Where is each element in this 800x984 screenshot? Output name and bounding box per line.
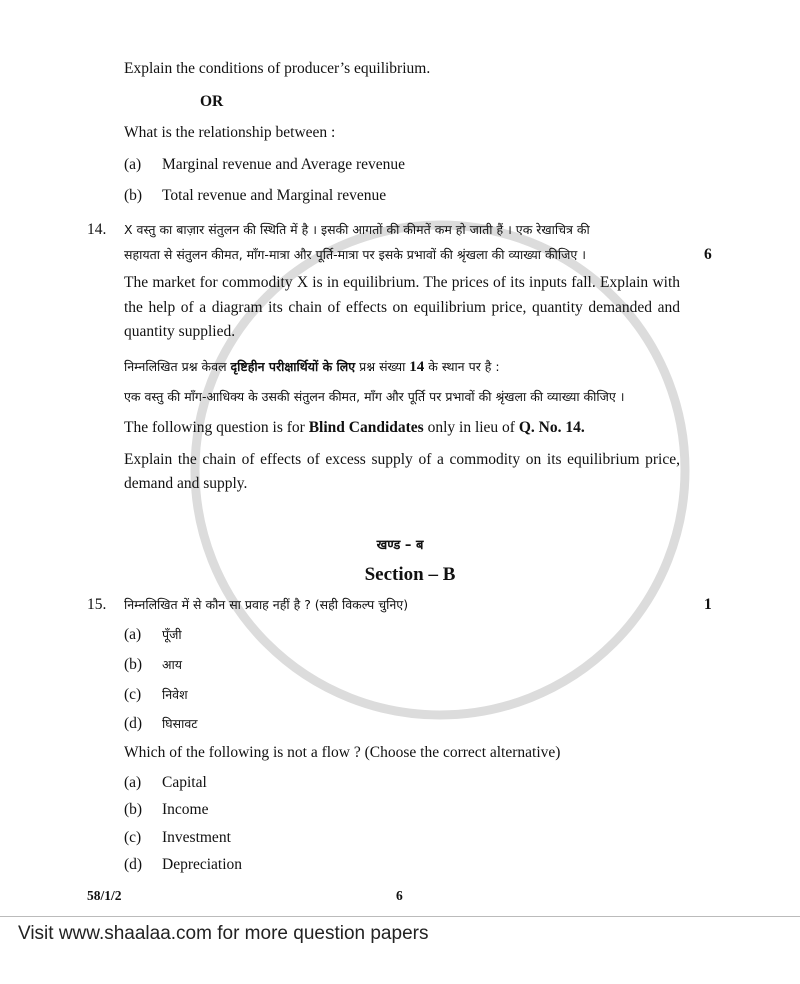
q14-hindi-line-row [124, 242, 712, 267]
option-label: (d) [124, 714, 143, 732]
q13-line: Explain the conditions of producer’s equilibrium. [124, 60, 431, 77]
text: प्रश्न संख्या [355, 358, 410, 374]
option-text: निवेश [162, 686, 188, 702]
section-heading: Section – B [364, 563, 456, 585]
text: निम्नलिखित प्रश्न केवल [124, 358, 231, 374]
option-label: (b) [124, 655, 143, 673]
option-text: Income [162, 800, 209, 818]
marks: 1 [704, 595, 712, 613]
option-text: Depreciation [162, 855, 243, 873]
section-heading-hindi: खण्ड – ब [376, 537, 424, 553]
option-label: (a) [124, 773, 142, 791]
option-text: Investment [162, 828, 231, 846]
option [124, 685, 680, 705]
footer-banner[interactable]: Visit www.shaalaa.com for more question papers [18, 922, 429, 944]
q14-hindi [87, 217, 712, 267]
q13-or-question: What is the relationship between : [124, 124, 336, 141]
text-bold: 14 [409, 358, 425, 375]
q14-english: The market for commodity X is in equilibrium. The prices of its inputs fall. Explain with the help of a diagram its chain of effects on equilibrium price, quantity demanded and quantity supplied. [124, 274, 680, 340]
option-text: पूँजी [162, 626, 182, 642]
text: The following question is for [124, 418, 309, 436]
option [124, 773, 680, 793]
text-bold: Q. No. 14. [518, 418, 585, 436]
option [124, 800, 680, 820]
q15-english: Which of the following is not a flow ? (Choose the correct alternative) [124, 743, 561, 761]
q14-hindi-line: X वस्तु का बाज़ार संतुलन की स्थिति में है । इसकी आगतों की कीमतें कम हो जाती हैं । एक रेखाचित्र की [124, 222, 590, 237]
option-text: Total revenue and Marginal revenue [162, 187, 387, 204]
option-label: (c) [124, 828, 142, 846]
option-label: (a) [124, 156, 142, 173]
option [124, 186, 680, 206]
q15-hindi: निम्नलिखित में से कौन सा प्रवाह नहीं है ? (सही विकल्प चुनिए) [124, 596, 409, 612]
blind-question-english: Explain the chain of effects of excess supply of a commodity on its equilibrium price, demand and supply. [124, 450, 680, 492]
question-number: 15. [87, 595, 107, 613]
option-text: Capital [162, 773, 207, 791]
text-bold: दृष्टिहीन परीक्षार्थियों के लिए [230, 358, 356, 374]
option [124, 855, 680, 875]
option [124, 155, 680, 175]
option-label: (b) [124, 187, 143, 204]
q15-hindi-row [87, 595, 712, 615]
blind-note-hindi [124, 354, 680, 380]
option [124, 714, 680, 734]
text: के स्थान पर है : [424, 358, 500, 374]
marks: 6 [704, 246, 712, 263]
or-label: OR [200, 93, 224, 110]
paper-code: 58/1/2 [87, 887, 122, 903]
option-text: Marginal revenue and Average revenue [162, 156, 406, 173]
text: only in lieu of [423, 418, 519, 436]
blind-question-hindi: एक वस्तु की माँग-आधिक्य के उसकी संतुलन कीमत, माँग और पूर्ति पर प्रभावों की श्रृंखला की व्याख्या कीजिए । [124, 388, 625, 404]
text-bold: Blind Candidates [308, 418, 424, 436]
page-number: 6 [396, 887, 403, 903]
blind-note-english [124, 418, 680, 438]
option [124, 625, 680, 645]
question-number: 14. [87, 221, 107, 238]
option-label: (b) [124, 800, 143, 818]
option-label: (a) [124, 625, 142, 643]
option-label: (c) [124, 685, 142, 703]
option-label: (d) [124, 855, 143, 873]
page-footer [0, 886, 800, 906]
option-text: घिसावट [162, 715, 198, 731]
option [124, 655, 680, 675]
q14-hindi-line: सहायता से संतुलन कीमत, माँग-मात्रा और पूर्ति-मात्रा पर इसके प्रभावों की श्रृंखला की व्याख्या कीजिए । [124, 247, 586, 262]
option [124, 828, 680, 848]
option-text: आय [162, 656, 183, 672]
